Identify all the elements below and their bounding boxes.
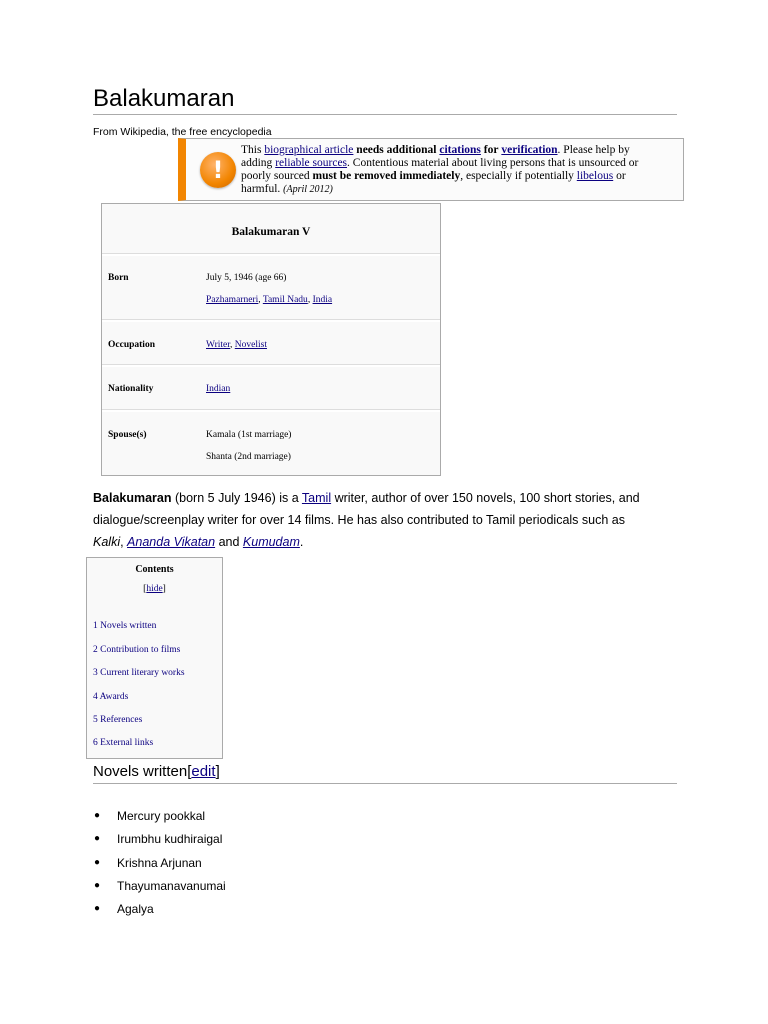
novel-title: Mercury pookkal [117,809,206,823]
notice-bold-text: must be removed immediately [312,170,461,182]
table-of-contents [86,557,223,759]
spouse-label: Spouse(s) [108,430,147,440]
bracket: ] [215,763,220,780]
reliable-sources-link[interactable]: reliable sources [275,157,348,169]
novel-title: Thayumanavanumai [117,878,226,893]
indian-link[interactable]: Indian [206,384,231,394]
intro-paragraph [93,487,653,553]
subject-name: Balakumaran [93,491,172,505]
born-place [206,295,332,305]
notice-bold-text: for [483,144,499,156]
biographical-article-link[interactable]: biographical article [264,144,354,156]
toc-item-external-links[interactable]: 6 External links [93,738,154,748]
spouse-2: Shanta (2nd marriage) [206,452,291,462]
section-divider [93,783,677,784]
infobox-divider [102,364,440,367]
bracket: [ [143,584,147,594]
infobox-divider [102,253,440,256]
notice-date: (April 2012) [283,184,333,195]
intro-text: . [299,535,304,549]
separator: , [230,340,235,350]
bullet: ● [94,903,101,915]
bracket: [ [187,763,192,780]
list-item [93,829,226,852]
notice-bold-text: needs additional [356,144,437,156]
india-link[interactable]: India [312,295,333,305]
tagline: From Wikipedia, the free encyclopedia [93,126,272,138]
separator: , [258,295,263,305]
list-item [93,806,226,829]
intro-text: , [120,535,128,549]
section-heading-text: Novels written [93,763,188,780]
intro-text: (born 5 July 1946) is a [171,491,302,505]
bullet: ● [94,833,101,845]
notice-text-part: This [241,144,265,156]
tamil-nadu-link[interactable]: Tamil Nadu [262,295,308,305]
notice-text [241,144,651,196]
notice-text-part: , especially if potentially [460,170,577,182]
infobox-divider [102,409,440,412]
kumudam-link[interactable]: Kumudam [242,535,300,549]
notice-text-part: or harmful. [241,170,626,195]
citations-link[interactable]: citations [439,144,481,156]
toc-item-references[interactable]: 5 References [93,715,143,725]
infobox-heading: Balakumaran V [231,226,311,238]
warning-icon: ! [200,152,236,188]
infobox-divider [102,319,440,322]
toc-item-awards[interactable]: 4 Awards [93,692,129,702]
novel-title: Irumbhu kudhiraigal [117,832,223,847]
page-title: Balakumaran [93,85,235,112]
ananda-vikatan-link[interactable]: Ananda Vikatan [127,535,216,549]
toc-item-novels-written[interactable]: 1 Novels written [93,621,157,631]
notice-text-part: . Contentious material about living persons that is unsourced or poorly sourced [241,157,639,182]
separator: , [307,295,313,305]
novel-title: Agalya [117,902,154,917]
title-divider [93,114,677,115]
toc-hide-link[interactable]: hide [146,584,163,594]
born-label: Born [108,273,129,283]
tamil-link[interactable]: Tamil [301,491,332,505]
verification-link[interactable]: verification [501,144,558,156]
nationality-value [206,384,230,394]
notice-text-part: . Please help by adding [241,144,630,169]
section-edit-link[interactable]: edit [191,763,216,780]
pazhamarneri-link[interactable]: Pazhamarneri [206,295,259,305]
toc-item-current-literary-works[interactable]: 3 Current literary works [93,668,185,678]
bullet: ● [94,856,101,868]
citation-notice [178,138,684,201]
intro-text: and [215,535,243,549]
kalki-text: Kalki [93,535,121,549]
spouse-1: Kamala (1st marriage) [206,430,292,440]
infobox [101,203,441,476]
novelist-link[interactable]: Novelist [234,340,267,350]
nationality-label: Nationality [108,384,154,394]
toc-item-contribution-to-films[interactable]: 2 Contribution to films [93,645,181,655]
occupation-label: Occupation [108,340,155,350]
section-heading [93,763,220,780]
list-item [93,853,226,876]
list-item [93,876,226,899]
bullet: ● [94,810,101,821]
bracket: ] [162,584,166,594]
born-date: July 5, 1946 (age 66) [206,273,287,283]
toc-title: Contents [135,564,174,575]
novels-list [93,806,226,922]
list-item [93,899,226,922]
toc-hide-toggle [87,584,222,594]
bullet: ● [94,879,101,891]
occupation-value [206,340,267,350]
novel-title: Krishna Arjunan [117,855,202,870]
libelous-link[interactable]: libelous [576,170,614,182]
intro-text: writer, author of over 150 novels, 100 short stories, and dialogue/screenplay writer for over 14 films. He has also contributed to Tamil periodicals such as [93,491,640,527]
writer-link[interactable]: Writer [206,340,231,350]
